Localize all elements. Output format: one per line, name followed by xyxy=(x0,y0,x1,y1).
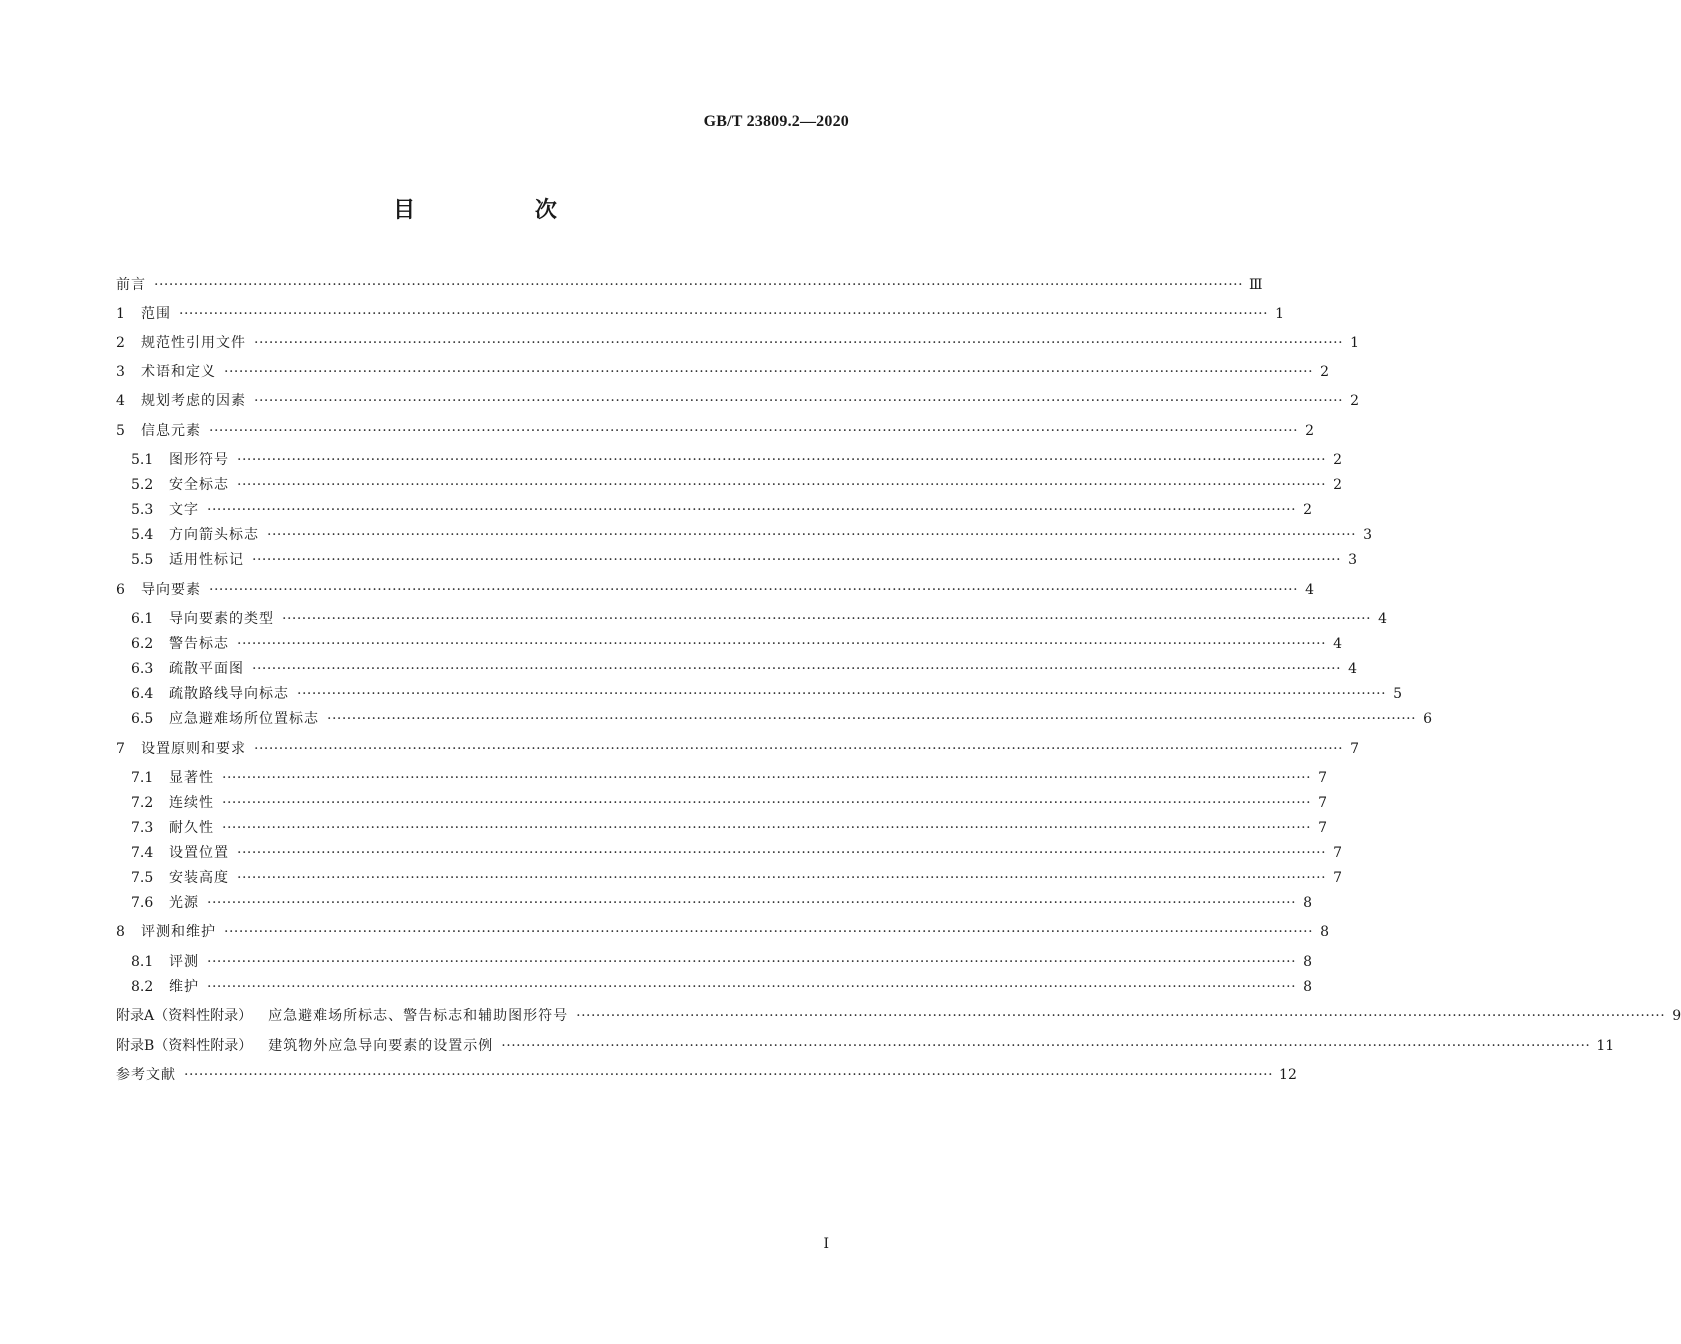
toc-entry-page: 2 xyxy=(1305,423,1315,439)
toc-entry-page: 11 xyxy=(1596,1038,1615,1054)
toc-entry[interactable] xyxy=(131,550,1358,570)
toc-entry-number: 6 xyxy=(116,582,125,598)
toc-entry-title: 术语和定义 xyxy=(141,364,216,380)
toc-entry[interactable] xyxy=(116,304,1285,324)
toc-entry-title: 安装高度 xyxy=(169,870,229,886)
toc-entry-number: 7.1 xyxy=(131,770,154,786)
toc-entry-number: 7.4 xyxy=(131,845,154,861)
dot-leader: ···························································································································································································································· xyxy=(154,277,1244,293)
toc-entry-page: 2 xyxy=(1333,452,1343,468)
dot-leader: ···························································································································································································································· xyxy=(237,870,1327,886)
toc-entry-title: 显著性 xyxy=(169,770,214,786)
toc-entry-title: 评测 xyxy=(169,954,199,970)
toc-entry[interactable] xyxy=(131,818,1328,838)
dot-leader: ···························································································································································································································· xyxy=(209,582,1299,598)
toc-entry-number: 7 xyxy=(116,741,125,757)
toc-entry-number: 5 xyxy=(116,423,125,439)
appendix-label: 附录A（资料性附录） xyxy=(116,1008,253,1024)
document-number: GB/T 23809.2—2020 xyxy=(703,113,849,130)
toc-entry[interactable] xyxy=(116,362,1330,382)
toc-entry-number: 6.2 xyxy=(131,636,154,652)
toc-entry-title: 导向要素 xyxy=(141,582,201,598)
dot-leader: ···························································································································································································································· xyxy=(224,364,1314,380)
toc-entry-page: 8 xyxy=(1303,895,1313,911)
toc-entry-page: 2 xyxy=(1333,477,1343,493)
dot-leader: ···························································································································································································································· xyxy=(207,502,1297,518)
toc-entry-title: 前言 xyxy=(116,277,146,293)
toc-entry-number: 1 xyxy=(116,306,125,322)
toc-entry[interactable] xyxy=(116,922,1330,942)
toc-entry-page: 2 xyxy=(1303,502,1313,518)
toc-entry-page: 7 xyxy=(1318,770,1328,786)
toc-entry-title: 光源 xyxy=(169,895,199,911)
toc-entry-page: 12 xyxy=(1279,1067,1297,1083)
dot-leader: ···························································································································································································································· xyxy=(222,770,1312,786)
toc-entry[interactable] xyxy=(131,768,1328,788)
toc-entry-title: 规划考虑的因素 xyxy=(141,393,246,409)
dot-leader: ···························································································································································································································· xyxy=(224,924,1314,940)
toc-entry[interactable] xyxy=(131,684,1403,704)
toc-entry-page: 7 xyxy=(1333,845,1343,861)
toc-entry-page: Ⅲ xyxy=(1249,277,1263,293)
toc-entry-page: 4 xyxy=(1348,661,1358,677)
toc-entry-title: 信息元素 xyxy=(141,423,201,439)
dot-leader: ···························································································································································································································· xyxy=(254,741,1344,757)
page-number: Ⅰ xyxy=(823,1237,829,1252)
toc-entry[interactable] xyxy=(131,500,1313,520)
toc-entry-title: 疏散平面图 xyxy=(169,661,244,677)
toc-entry-page: 7 xyxy=(1350,741,1360,757)
toc-entry[interactable] xyxy=(131,793,1328,813)
toc-entry[interactable] xyxy=(116,739,1360,759)
page-title: 目 次 xyxy=(393,198,613,223)
dot-leader: ···························································································································································································································· xyxy=(252,661,1342,677)
dot-leader: ···························································································································································································································· xyxy=(254,393,1344,409)
dot-leader: ···························································································································································································································· xyxy=(184,1067,1274,1083)
toc-entry[interactable] xyxy=(131,450,1343,470)
toc-entry-title: 设置位置 xyxy=(169,845,229,861)
toc-entry-page: 8 xyxy=(1303,979,1313,995)
toc-entry[interactable] xyxy=(131,609,1388,629)
toc-entry-number: 7.3 xyxy=(131,820,154,836)
toc-entry-number: 6.1 xyxy=(131,611,154,627)
toc-entry-number: 7.5 xyxy=(131,870,154,886)
toc-entry[interactable] xyxy=(116,391,1360,411)
toc-entry-number: 6.5 xyxy=(131,711,154,727)
toc-entry-title: 耐久性 xyxy=(169,820,214,836)
toc-entry-page: 6 xyxy=(1423,711,1433,727)
dot-leader: ···························································································································································································································· xyxy=(576,1008,1666,1024)
toc-entry-number: 5.1 xyxy=(131,452,154,468)
toc-entry-page: 3 xyxy=(1363,527,1373,543)
toc-entry-page: 2 xyxy=(1350,393,1360,409)
toc-entry[interactable] xyxy=(131,634,1343,654)
toc-entry[interactable] xyxy=(131,843,1343,863)
toc-entry-title: 文字 xyxy=(169,502,199,518)
dot-leader: ···························································································································································································································· xyxy=(254,335,1344,351)
toc-entry-page: 8 xyxy=(1303,954,1313,970)
toc-entry-number: 5.4 xyxy=(131,527,154,543)
toc-entry-title: 范围 xyxy=(141,306,171,322)
toc-entry-title: 维护 xyxy=(169,979,199,995)
dot-leader: ···························································································································································································································· xyxy=(207,895,1297,911)
toc-entry-page: 8 xyxy=(1320,924,1330,940)
toc-entry-number: 5.3 xyxy=(131,502,154,518)
dot-leader: ···························································································································································································································· xyxy=(282,611,1372,627)
toc-entry-title: 方向箭头标志 xyxy=(169,527,259,543)
dot-leader: ···························································································································································································································· xyxy=(297,686,1387,702)
toc-entry-title: 导向要素的类型 xyxy=(169,611,274,627)
toc-entry-page: 7 xyxy=(1318,820,1328,836)
toc-entry[interactable] xyxy=(116,275,1263,295)
toc-entry[interactable] xyxy=(131,475,1343,495)
toc-entry-page: 5 xyxy=(1393,686,1403,702)
dot-leader: ···························································································································································································································· xyxy=(207,954,1297,970)
toc-entry-title: 警告标志 xyxy=(169,636,229,652)
toc-entry-title: 参考文献 xyxy=(116,1067,176,1083)
toc-entry[interactable] xyxy=(116,421,1315,441)
dot-leader: ···························································································································································································································· xyxy=(237,636,1327,652)
dot-leader: ···························································································································································································································· xyxy=(267,527,1357,543)
toc-entry[interactable] xyxy=(131,709,1433,729)
toc-entry-number: 8.2 xyxy=(131,979,154,995)
toc-entry-title: 评测和维护 xyxy=(141,924,216,940)
dot-leader: ···························································································································································································································· xyxy=(237,845,1327,861)
toc-entry-page: 2 xyxy=(1320,364,1330,380)
toc-entry[interactable] xyxy=(131,868,1343,888)
toc-entry-page: 3 xyxy=(1348,552,1358,568)
dot-leader: ···························································································································································································································· xyxy=(237,477,1327,493)
toc-entry-title: 设置原则和要求 xyxy=(141,741,246,757)
toc-entry-number: 5.5 xyxy=(131,552,154,568)
toc-entry-title: 疏散路线导向标志 xyxy=(169,686,289,702)
toc-entry-title: 应急避难场所位置标志 xyxy=(169,711,319,727)
toc-entry-number: 4 xyxy=(116,393,125,409)
toc-entry-number: 2 xyxy=(116,335,125,351)
toc-entry[interactable] xyxy=(131,977,1313,997)
toc-entry-number: 3 xyxy=(116,364,125,380)
toc-entry[interactable] xyxy=(131,659,1358,679)
toc-entry-number: 7.6 xyxy=(131,895,154,911)
toc-entry-page: 1 xyxy=(1350,335,1360,351)
toc-entry-page: 1 xyxy=(1275,306,1285,322)
dot-leader: ···························································································································································································································· xyxy=(179,306,1269,322)
toc-entry-page: 7 xyxy=(1318,795,1328,811)
toc-entry[interactable] xyxy=(116,580,1315,600)
dot-leader: ···························································································································································································································· xyxy=(252,552,1342,568)
toc-entry-title: 适用性标记 xyxy=(169,552,244,568)
dot-leader: ···························································································································································································································· xyxy=(207,979,1297,995)
toc-entry[interactable] xyxy=(116,1036,1615,1056)
toc-entry[interactable] xyxy=(131,952,1313,972)
toc-entry-page: 9 xyxy=(1672,1008,1681,1024)
toc-entry[interactable] xyxy=(116,1006,1681,1026)
toc-entry-number: 7.2 xyxy=(131,795,154,811)
toc-entry[interactable] xyxy=(131,525,1373,545)
toc-entry-number: 6.4 xyxy=(131,686,154,702)
toc-entry-page: 4 xyxy=(1378,611,1388,627)
dot-leader: ···························································································································································································································· xyxy=(222,795,1312,811)
toc-entry-number: 5.2 xyxy=(131,477,154,493)
toc-entry[interactable] xyxy=(131,893,1313,913)
toc-entry-page: 7 xyxy=(1333,870,1343,886)
dot-leader: ···························································································································································································································· xyxy=(209,423,1299,439)
table-of-contents xyxy=(116,0,1681,1344)
toc-entry-page: 4 xyxy=(1333,636,1343,652)
toc-entry-title: 应急避难场所标志、警告标志和辅助图形符号 xyxy=(268,1008,569,1024)
appendix-label: 附录B（资料性附录） xyxy=(116,1038,253,1054)
toc-entry-page: 4 xyxy=(1305,582,1315,598)
dot-leader: ···························································································································································································································· xyxy=(327,711,1417,727)
toc-entry-number: 8 xyxy=(116,924,125,940)
toc-entry[interactable] xyxy=(116,333,1360,353)
toc-entry-number: 8.1 xyxy=(131,954,154,970)
toc-entry-number: 6.3 xyxy=(131,661,154,677)
toc-entry-title: 图形符号 xyxy=(169,452,229,468)
toc-entry[interactable] xyxy=(116,1065,1297,1085)
toc-entry-title: 规范性引用文件 xyxy=(141,335,246,351)
toc-entry-title: 建筑物外应急导向要素的设置示例 xyxy=(268,1038,494,1054)
toc-entry-title: 连续性 xyxy=(169,795,214,811)
dot-leader: ···························································································································································································································· xyxy=(222,820,1312,836)
dot-leader: ···························································································································································································································· xyxy=(501,1038,1591,1054)
toc-entry-title: 安全标志 xyxy=(169,477,229,493)
dot-leader: ···························································································································································································································· xyxy=(237,452,1327,468)
